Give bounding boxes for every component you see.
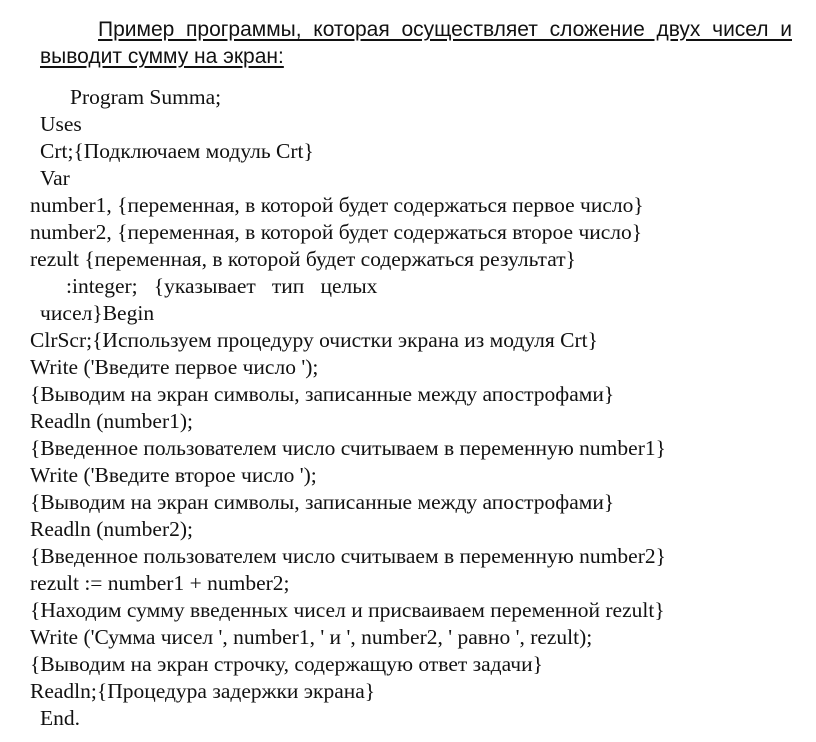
code-line: Crt;{Подключаем модуль Crt} [40, 139, 314, 163]
code-line: {Выводим на экран символы, записанные между апострофами} [30, 382, 615, 406]
code-line: Readln (number2); [30, 517, 193, 541]
code-line: number1, {переменная, в которой будет содержаться первое число} [30, 193, 644, 217]
code-line: Write ('Сумма чисел ', number1, ' и ', number2, ' равно ', rezult); [30, 625, 593, 649]
heading-line-2: выводит сумму на экран: [40, 45, 284, 68]
code-line: {Выводим на экран строчку, содержащую ответ задачи} [30, 652, 543, 676]
code-line: {Введенное пользователем число считываем в переменную number2} [30, 544, 666, 568]
code-line: {Находим сумму введенных чисел и присваиваем переменной rezult} [30, 598, 665, 622]
code-line: rezult {переменная, в которой будет содержаться результат} [30, 247, 576, 271]
code-line: чисел}Begin [40, 301, 155, 325]
code-line: End. [40, 706, 81, 730]
code-line: Readln;{Процедура задержки экрана} [30, 679, 376, 703]
code-line: Var [40, 166, 70, 190]
code-line: {Введенное пользователем число считываем в переменную number1} [30, 436, 666, 460]
code-line: number2, {переменная, в которой будет содержаться второе число} [30, 220, 643, 244]
code-line: Program Summa; [70, 85, 222, 109]
document-heading [40, 16, 792, 70]
code-line: :integer; {указывает тип целых [66, 274, 378, 298]
code-line: ClrScr;{Используем процедуру очистки экрана из модуля Crt} [30, 328, 598, 352]
code-line: Uses [40, 112, 82, 136]
code-line: Write ('Введите второе число '); [30, 463, 317, 487]
code-line: Write ('Введите первое число '); [30, 355, 319, 379]
code-line: rezult := number1 + number2; [30, 571, 290, 595]
code-line: Readln (number1); [30, 409, 193, 433]
heading-line-1: Пример программы, которая осуществляет сложение двух чисел и [98, 18, 792, 41]
code-line: {Выводим на экран символы, записанные между апострофами} [30, 490, 615, 514]
